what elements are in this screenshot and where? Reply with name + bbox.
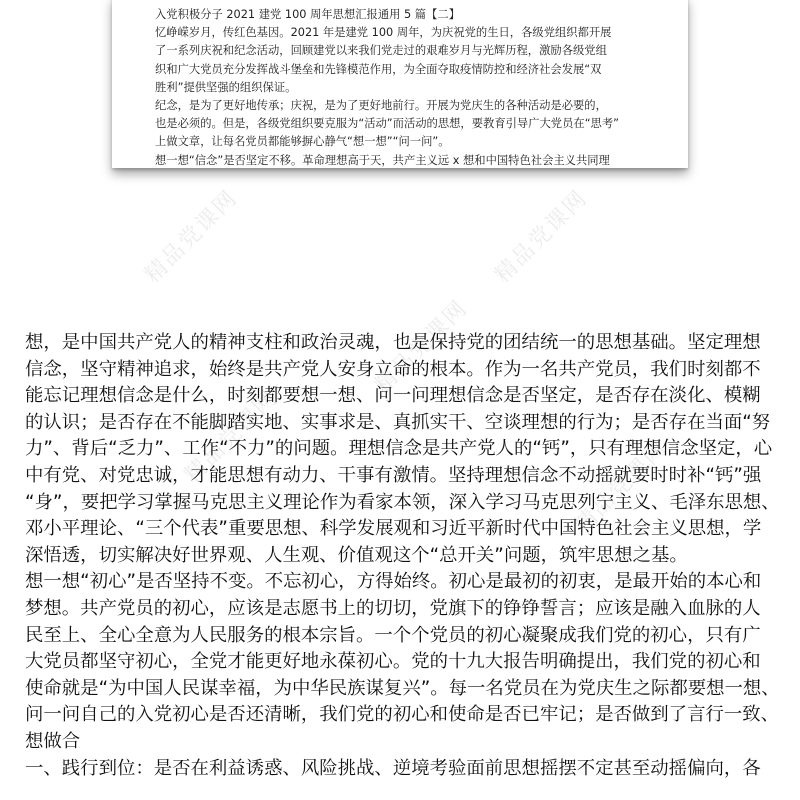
preview-line: 了一系列庆祝和纪念活动，回顾建党以来我们党走过的艰难岁月与光辉历程，激励各级党组 [155,44,607,58]
preview-line: 纪念，是为了更好地传承；庆祝，是为了更好地前行。开展为党庆生的各种活动是必要的， [155,99,607,113]
body-line: 一、践行到位：是否在利益诱惑、风险挑战、逆境考验面前思想摇摆不定甚至动摇偏向，各 [25,757,761,779]
body-line: 想，是中国共产党人的精神支柱和政治灵魂，也是保持党的团结统一的思想基础。坚定理想 [25,332,761,353]
preview-line: 忆峥嵘岁月，传红色基因。2021 年是建党 100 周年，为庆祝党的生日，各级党组织都开展 [155,26,612,40]
body-line: 梦想。共产党员的初心，应该是志愿书上的切切，党旗下的铮铮誓言；应该是融入血脉的人 [25,597,761,619]
preview-line: 胜利”提供坚强的组织保证。 [155,80,297,94]
body-line: 想做合 [25,730,81,752]
watermark: 精品党课网 [370,295,473,399]
body-text [25,330,780,782]
body-line: 深悟透，切实解决好世界观、人生观、价值观这个“总开关”问题，筑牢思想之基。 [25,544,688,566]
body-line: 中有党、对党忠诚，才能思想有动力、干事有激情。坚持理想信念不动摇就要时时补“钙”强 [25,464,762,486]
watermark: 精品党课网 [490,185,593,289]
body-line: 能忘记理想信念是什么，时刻都要想一想、问一问理想信念是否坚定，是否存在淡化、模糊 [25,385,761,407]
preview-line: 上做文章，让每名党员都能够摒心静气“想一想”“问一问”。 [155,135,450,149]
preview-line: 也是必须的。但是，各级党组织要克服为“活动”而活动的思想，要教育引导广大党员在“思考” [155,117,619,131]
body-line: 使命就是“为中国人民谋幸福，为中华民族谋复兴”。每一名党员在为党庆生之际都要想一想、 [25,677,780,699]
body-line: “身”，要把学习掌握马克思主义理论作为看家本领，深入学习马克思列宁主义、毛泽东思想、 [25,491,780,513]
body-line: 邓小平理论、“三个代表”重要思想、科学发展观和习近平新时代中国特色社会主义思想，学 [25,518,762,540]
body-line: 大党员都坚守初心，全党才能更好地永葆初心。党的十九大报告明确提出，我们党的初心和 [25,651,761,673]
preview-title: 入党积极分子 2021 建党 100 周年思想汇报通用 5 篇【二】 [155,8,460,21]
body-line: 力”、背后“乏力”、工作“不力”的问题。理想信念是共产党人的“钙”，只有理想信念坚定，心 [25,438,773,460]
body-line: 民至上、全心全意为人民服务的根本宗旨。一个个党员的初心凝聚成我们党的初心，只有广 [25,624,761,646]
preview-text [155,6,619,170]
watermark: 精品党课网 [570,435,673,539]
body-line: 问一问自己的入党初心是否还清晰，我们党的初心和使命是否已牢记；是否做到了言行一致、 [25,704,780,726]
document-preview-card [112,0,688,168]
body-line: 想一想“初心”是否坚持不变。不忘初心，方得始终。初心是最初的初衷，是最开始的本心和 [25,571,762,593]
preview-line: 想一想“信念”是否坚定不移。革命理想高于天，共产主义远 x 想和中国特色社会主义共同理 [155,153,610,167]
preview-line: 织和广大党员充分发挥战斗堡垒和先锋模范作用，为全面夺取疫情防控和经济社会发展“双 [155,62,602,76]
body-line: 信念，坚守精神追求，始终是共产党人安身立命的根本。作为一名共产党员，我们时刻都不 [25,358,761,380]
watermark: 精品党课网 [140,185,243,289]
body-line: 的认识；是否存在不能脚踏实地、实事求是、真抓实干、空谈理想的行为；是否存在当面“努 [25,411,771,433]
watermark: 精品党课网 [180,385,283,489]
